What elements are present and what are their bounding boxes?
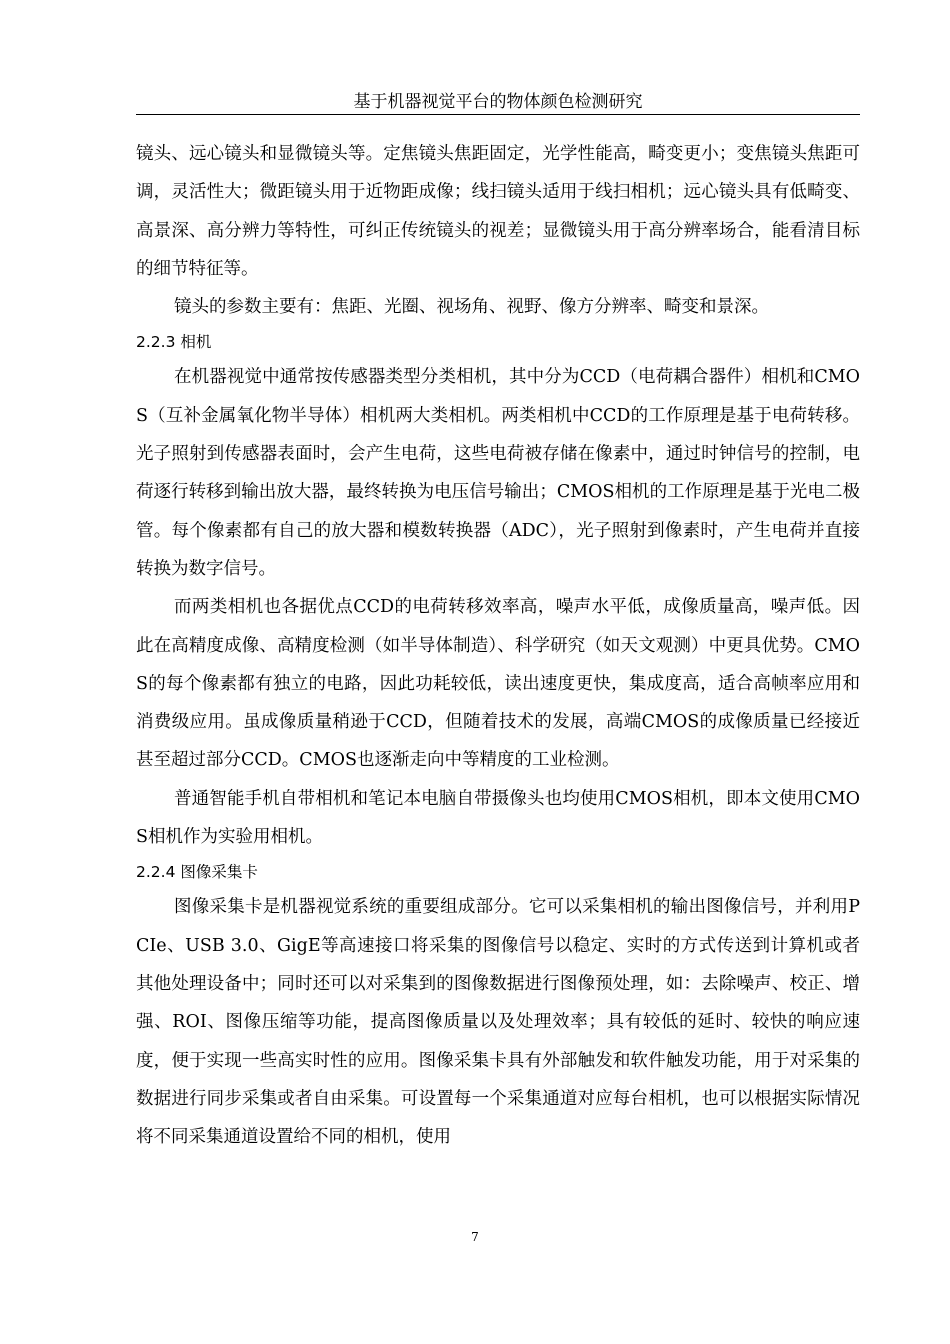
section-heading-camera: 2.2.3 相机 xyxy=(136,333,212,352)
paragraph-camera-choice: 普通智能手机自带相机和笔记本电脑自带摄像头也均使用CMOS相机，即本文使用CMOS相机作为实验用相机。 xyxy=(136,788,860,848)
page-body xyxy=(136,135,860,1156)
paragraph-frame-grabber: 图像采集卡是机器视觉系统的重要组成部分。它可以采集相机的输出图像信号，并利用PCIe、USB 3.0、GigE等高速接口将采集的图像信号以稳定、实时的方式传送到计算机或者其他处理设备中；同时还可以对采集到的图像数据进行图像预处理，如：去除噪声、校正、增强、ROI、图像压缩等功能，提高图像质量以及处理效率；具有较低的延时、较快的响应速度，便于实现一些高实时性的应用。图像采集卡具有外部触发和软件触发功能，用于对采集的数据进行同步采集或者自由采集。可设置每一个采集通道对应每台相机，也可以根据实际情况将不同采集通道设置给不同的相机，使用 xyxy=(136,897,860,1148)
paragraph-camera-comparison: 而两类相机也各据优点CCD的电荷转移效率高，噪声水平低，成像质量高，噪声低。因此在高精度成像、高精度检测（如半导体制造）、科学研究（如天文观测）中更具优势。CMOS的每个像素都有独立的电路，因此功耗较低，读出速度更快，集成度高，适合高帧率应用和消费级应用。虽成像质量稍逊于CCD，但随着技术的发展，高端CMOS的成像质量已经接近甚至超过部分CCD。CMOS也逐渐走向中等精度的工业检测。 xyxy=(136,597,860,771)
paragraph-lens-types: 镜头、远心镜头和显微镜头等。定焦镜头焦距固定，光学性能高，畸变更小；变焦镜头焦距可调，灵活性大；微距镜头用于近物距成像；线扫镜头适用于线扫相机；远心镜头具有低畸变、高景深、高分辨力等特性，可纠正传统镜头的视差；显微镜头用于高分辨率场合，能看清目标的细节特征等。 xyxy=(136,144,860,279)
page-number: 7 xyxy=(471,1230,479,1244)
section-heading-frame-grabber: 2.2.4 图像采集卡 xyxy=(136,863,258,882)
paragraph-lens-parameters: 镜头的参数主要有：焦距、光圈、视场角、视野、像方分辨率、畸变和景深。 xyxy=(174,297,769,318)
running-header: 基于机器视觉平台的物体颜色检测研究 xyxy=(136,91,860,115)
paragraph-camera-types: 在机器视觉中通常按传感器类型分类相机，其中分为CCD（电荷耦合器件）相机和CMOS（互补金属氧化物半导体）相机两大类相机。两类相机中CCD的工作原理是基于电荷转移。光子照射到传感器表面时，会产生电荷，这些电荷被存储在像素中，通过时钟信号的控制，电荷逐行转移到输出放大器，最终转换为电压信号输出；CMOS相机的工作原理是基于光电二极管。每个像素都有自己的放大器和模数转换器（ADC），光子照射到像素时，产生电荷并直接转换为数字信号。 xyxy=(136,367,860,579)
